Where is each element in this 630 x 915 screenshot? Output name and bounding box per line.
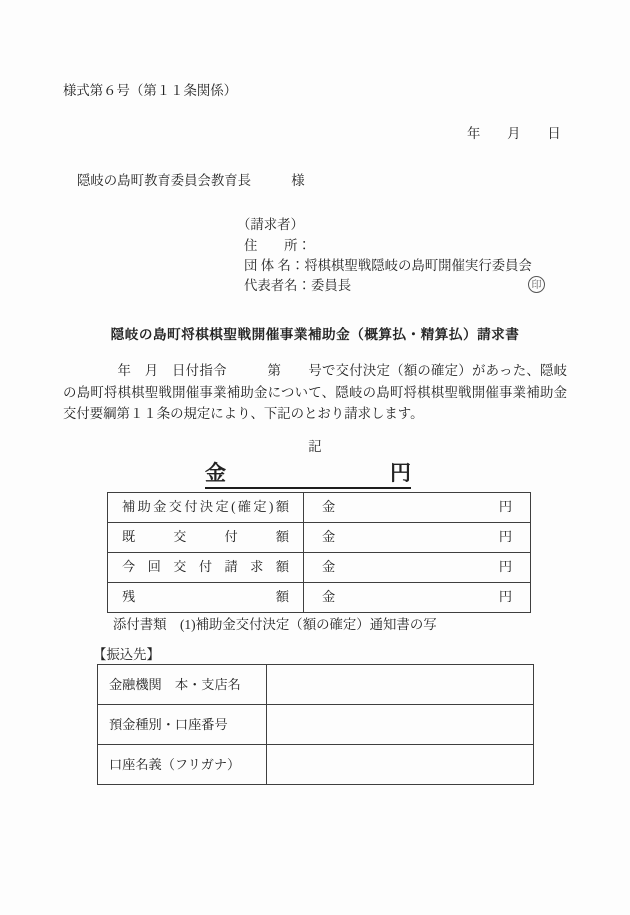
transfer-row-label: 預金種別・口座番号 bbox=[98, 705, 267, 744]
seal-mark: 印 bbox=[528, 276, 545, 293]
table-row bbox=[108, 582, 530, 612]
amount-row-label: 残 額 bbox=[108, 583, 304, 612]
amount-prefix: 金 bbox=[322, 499, 336, 514]
transfer-row-value-blank bbox=[267, 705, 533, 744]
amount-row-value-cell bbox=[304, 583, 530, 612]
transfer-row-value-blank bbox=[267, 745, 533, 784]
requester-rep-label: 代表者名： bbox=[244, 278, 311, 293]
amount-row-value-cell bbox=[304, 553, 530, 582]
document-title: 隠岐の島町将棋棋聖戦開催事業補助金（概算払・精算払）請求書 bbox=[110, 327, 520, 342]
requester-address-label: 住 所： bbox=[244, 238, 311, 253]
amount-heading-yen: 円 bbox=[390, 461, 411, 485]
amount-row-label: 補助金交付決定(確定)額 bbox=[108, 493, 304, 522]
transfer-row-label: 金融機関 本・支店名 bbox=[98, 665, 267, 704]
requester-rep-value: 委員長 bbox=[310, 278, 352, 293]
attachment-note: 添付書類 (1)補助金交付決定（額の確定）通知書の写 bbox=[113, 617, 437, 632]
amount-suffix: 円 bbox=[498, 529, 512, 544]
amount-prefix: 金 bbox=[322, 529, 336, 544]
addressee: 隠岐の島町教育委員会教育長 様 bbox=[77, 173, 305, 188]
table-row bbox=[98, 704, 533, 744]
date-line: 年 月 日 bbox=[467, 126, 561, 141]
requester-org-label: 団 体 名： bbox=[244, 258, 305, 273]
table-row bbox=[108, 522, 530, 552]
transfer-row-label: 口座名義（フリガナ） bbox=[98, 745, 267, 784]
table-row bbox=[98, 744, 533, 784]
record-mark: 記 bbox=[308, 439, 322, 454]
requester-org-line bbox=[244, 256, 532, 276]
amount-heading bbox=[205, 461, 411, 489]
transfer-heading: 【振込先】 bbox=[93, 647, 160, 662]
amount-row-label: 今 回 交 付 請 求 額 bbox=[108, 553, 304, 582]
transfer-table bbox=[97, 664, 534, 785]
amount-heading-kin: 金 bbox=[205, 461, 226, 485]
body-paragraph: 年 月 日付指令 第 号で交付決定（額の確定）があった、隠岐の島町将棋棋聖戦開催事業補助金について、隠岐の島町将棋棋聖戦開催事業補助金交付要綱第１１条の規定により、下記のとおり請求します。 bbox=[63, 363, 567, 421]
amount-suffix: 円 bbox=[498, 559, 512, 574]
table-row bbox=[108, 552, 530, 582]
table-row bbox=[108, 493, 530, 522]
requester-org-value: 将棋棋聖戦隠岐の島町開催実行委員会 bbox=[304, 258, 532, 273]
amount-row-value-cell bbox=[304, 493, 530, 522]
requester-rep-line bbox=[244, 276, 351, 296]
form-number: 様式第６号（第１１条関係） bbox=[63, 83, 238, 98]
amount-row-label: 既 交 付 額 bbox=[108, 523, 304, 552]
table-row bbox=[98, 665, 533, 704]
amount-suffix: 円 bbox=[498, 589, 512, 604]
requester-heading: （請求者） bbox=[237, 217, 304, 232]
amount-table bbox=[107, 492, 531, 613]
amount-suffix: 円 bbox=[498, 499, 512, 514]
transfer-row-value-blank bbox=[267, 665, 533, 704]
amount-row-value-cell bbox=[304, 523, 530, 552]
amount-prefix: 金 bbox=[322, 559, 336, 574]
amount-prefix: 金 bbox=[322, 589, 336, 604]
